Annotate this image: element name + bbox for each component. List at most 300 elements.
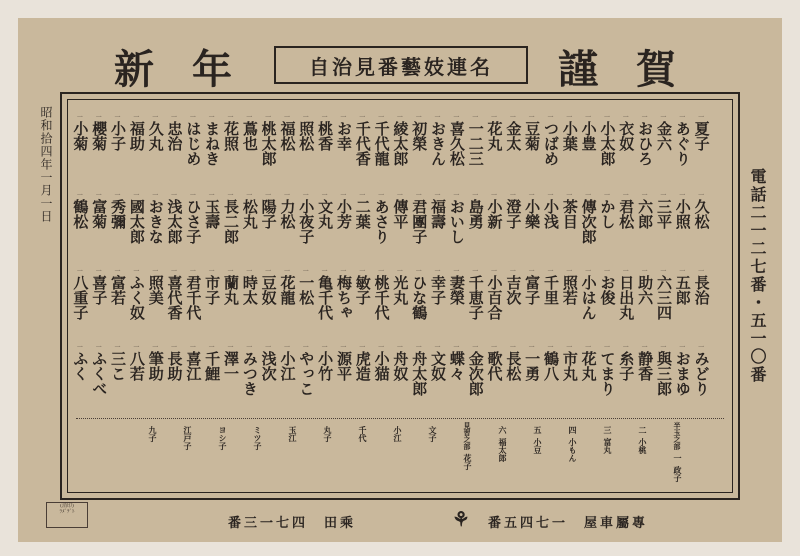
entry-number: 一 (340, 268, 347, 275)
entry-number: 一 (227, 268, 234, 275)
entry-number: 一 (566, 192, 573, 199)
entry-number: 一 (152, 268, 159, 275)
name-cell (597, 114, 616, 166)
geisha-name: 秀彌 (109, 199, 128, 229)
name-cell (259, 268, 278, 305)
geisha-name: 一二三 (466, 121, 485, 166)
geisha-name: みどり (692, 351, 711, 396)
geisha-name: 小江 (278, 351, 297, 381)
geisha-name: 二葉 (353, 199, 372, 229)
name-cell (560, 192, 579, 229)
geisha-name: 六三四 (654, 275, 673, 320)
name-cell (202, 114, 221, 166)
geisha-name: 國太郎 (127, 199, 146, 244)
apprentice-name: 小豆 (533, 438, 543, 454)
apprentice-column (533, 422, 547, 454)
name-cell (522, 344, 541, 381)
association-name: 自治見番藝妓連名 (274, 46, 528, 84)
name-cell (541, 344, 560, 381)
entry-number: 一 (698, 344, 705, 351)
apprentice-name: 四 (568, 426, 578, 434)
name-cell (503, 268, 522, 305)
name-cell (70, 192, 89, 229)
name-cell (447, 344, 466, 381)
entry-number: 一 (152, 114, 159, 121)
section-heading: 見習之部 (463, 422, 472, 450)
geisha-name: 長二郎 (222, 199, 240, 244)
name-cell (428, 192, 447, 229)
geisha-name: ひさ子 (184, 199, 203, 244)
geisha-name: 千里 (542, 275, 560, 305)
name-cell (127, 268, 146, 320)
name-cell (221, 114, 240, 151)
entry-number: 一 (472, 344, 479, 351)
name-cell (579, 192, 598, 244)
entry-number: 一 (95, 114, 102, 121)
name-list-inner (67, 99, 733, 493)
geisha-name: 三平 (654, 199, 673, 229)
entry-number: 一 (472, 192, 479, 199)
name-cell (353, 344, 372, 381)
apprentice-name: 小もん (568, 438, 578, 462)
entry-number: 一 (302, 344, 309, 351)
name-cell (692, 344, 711, 396)
entry-number: 一 (321, 114, 328, 121)
name-cell (259, 344, 278, 381)
name-cell (146, 114, 165, 151)
apprentice-name: 花子 (463, 454, 473, 470)
geisha-name: 蘭丸 (222, 275, 240, 305)
entry-number: 一 (378, 344, 385, 351)
apprentice-column (323, 422, 337, 442)
geisha-name: 君千代 (184, 275, 203, 320)
name-cell (635, 268, 654, 305)
geisha-name: 久松 (692, 199, 711, 229)
name-cell (372, 344, 391, 381)
name-cell (654, 344, 673, 396)
geisha-name: 糸子 (617, 351, 636, 381)
entry-number: 一 (641, 114, 648, 121)
name-cell (146, 192, 165, 244)
apprentice-name: 福太郎 (498, 438, 508, 462)
entry-number: 一 (509, 192, 516, 199)
name-cell (541, 192, 560, 229)
geisha-name: 敏子 (353, 275, 372, 305)
name-cell (334, 192, 353, 229)
geisha-name: 長治 (692, 275, 711, 305)
name-cell (240, 268, 259, 305)
apprentice-column (463, 422, 477, 470)
entry-number: 一 (547, 268, 554, 275)
name-cell (108, 344, 127, 381)
geisha-name: 與三郎 (654, 351, 673, 396)
entry-number: 一 (321, 192, 328, 199)
entry-number: 一 (396, 114, 403, 121)
name-cell (635, 114, 654, 166)
entry-number: 一 (133, 192, 140, 199)
entry-number: 一 (660, 114, 667, 121)
entry-number: 一 (171, 344, 178, 351)
entry-number: 一 (114, 344, 121, 351)
geisha-name: 傳平 (391, 199, 410, 229)
name-cell (522, 114, 541, 151)
footer-right: 番五四七一 屋車屬專 (488, 516, 649, 531)
title-right: 謹賀 (558, 46, 714, 93)
entry-number: 一 (434, 192, 441, 199)
geisha-name: 照美 (146, 275, 165, 305)
name-cell (89, 344, 108, 396)
geisha-name: 島勇 (466, 199, 485, 229)
name-cell (597, 344, 616, 396)
geisha-name: 長松 (504, 351, 523, 381)
geisha-name: 花丸 (485, 121, 504, 151)
geisha-name: 蔦也 (240, 121, 259, 151)
name-cell (560, 114, 579, 151)
entry-number: 一 (340, 344, 347, 351)
geisha-name: 千鯉 (203, 351, 222, 381)
entry-number: 一 (189, 114, 196, 121)
geisha-name: 夏子 (692, 121, 711, 151)
entry-number: 一 (246, 344, 253, 351)
entry-number: 一 (76, 344, 83, 351)
name-cell (428, 114, 447, 166)
apprentice-column (148, 422, 162, 442)
apprentice-column (638, 422, 652, 454)
name-cell (277, 114, 296, 151)
geisha-name: 忠治 (165, 121, 184, 151)
apprentice-name: 小江 (393, 426, 403, 442)
geisha-name: 小新 (485, 199, 504, 229)
geisha-name: 文奴 (429, 351, 448, 381)
entry-number: 一 (434, 114, 441, 121)
apprentice-name: ヨシ子 (218, 426, 228, 450)
name-cell (127, 192, 146, 244)
geisha-name: 源平 (334, 351, 353, 381)
entry-number: 一 (603, 268, 610, 275)
entry-number: 一 (528, 114, 535, 121)
geisha-name: 一勇 (523, 351, 542, 381)
name-cell (409, 344, 428, 396)
entry-number: 一 (114, 268, 121, 275)
entry-number: 一 (547, 192, 554, 199)
geisha-name: 蝶々 (447, 351, 466, 381)
phone-numbers: 電話二一二七番・五一〇番 (748, 168, 767, 384)
entry-number: 一 (378, 114, 385, 121)
name-cell (315, 114, 334, 151)
name-cell (597, 268, 616, 305)
entry-number: 一 (114, 114, 121, 121)
name-cell (560, 344, 579, 381)
entry-number: 一 (359, 344, 366, 351)
geisha-name: 初榮 (410, 121, 429, 151)
name-cell (390, 344, 409, 381)
geisha-name: ふく (71, 351, 90, 381)
name-cell (466, 344, 485, 396)
geisha-name: 妻榮 (447, 275, 466, 305)
geisha-name: お幸 (334, 121, 353, 151)
entry-number: 一 (491, 114, 498, 121)
name-cell (692, 192, 711, 229)
apprentice-name: 文子 (428, 426, 438, 442)
name-cell (277, 344, 296, 381)
name-cell (165, 192, 184, 244)
name-cell (108, 268, 127, 305)
name-cell (202, 344, 221, 381)
geisha-name: おまゆ (673, 351, 692, 396)
entry-number: 一 (528, 268, 535, 275)
geisha-name: ひな鶴 (410, 275, 429, 320)
name-cell (127, 114, 146, 151)
name-cell (503, 114, 522, 151)
entry-number: 一 (208, 344, 215, 351)
name-cell (466, 192, 485, 229)
geisha-name: 静香 (636, 351, 655, 381)
geisha-name: てまり (598, 351, 617, 396)
geisha-name: 浅次 (259, 351, 278, 381)
geisha-name: 八重子 (71, 275, 90, 320)
apprentice-column (288, 422, 302, 442)
geisha-name: 櫻菊 (90, 121, 109, 151)
name-cell (240, 114, 259, 151)
name-cell (692, 268, 711, 305)
name-cell (654, 268, 673, 320)
entry-number: 一 (227, 114, 234, 121)
name-cell (334, 114, 353, 151)
name-cell (353, 268, 372, 305)
seal-line-1: (消印) (60, 503, 74, 509)
entry-number: 一 (415, 192, 422, 199)
entry-number: 一 (603, 114, 610, 121)
entry-number: 一 (208, 192, 215, 199)
entry-number: 一 (246, 192, 253, 199)
name-cell (372, 192, 391, 244)
geisha-name: 小樂 (523, 199, 542, 229)
entry-number: 一 (189, 344, 196, 351)
geisha-name: 小菊 (71, 121, 90, 151)
name-cell (447, 114, 466, 166)
entry-number: 一 (547, 114, 554, 121)
name-cell (202, 268, 221, 305)
entry-number: 一 (528, 344, 535, 351)
name-cell (409, 192, 428, 244)
entry-number: 一 (265, 192, 272, 199)
geisha-name: 小豊 (579, 121, 598, 151)
geisha-name: 梅ちゃ (334, 275, 353, 320)
name-cell (146, 268, 165, 305)
geisha-name: 桃千代 (372, 275, 391, 320)
geisha-name: 千代香 (353, 121, 372, 166)
name-cell (635, 344, 654, 381)
geisha-name: 澤一 (222, 351, 240, 381)
geisha-name: 富子 (523, 275, 542, 305)
name-cell (541, 268, 560, 305)
geisha-name: あぐり (673, 121, 692, 166)
entry-number: 一 (133, 344, 140, 351)
entry-number: 一 (415, 268, 422, 275)
geisha-name: 久丸 (146, 121, 165, 151)
entry-number: 一 (283, 192, 290, 199)
apprentice-name: 六 (498, 426, 508, 434)
name-cell (221, 268, 240, 305)
geisha-name: 浅太郎 (165, 199, 184, 244)
geisha-name: 虎造 (353, 351, 372, 381)
entry-number: 一 (265, 344, 272, 351)
name-cell (390, 114, 409, 166)
entry-number: 一 (359, 268, 366, 275)
geisha-name: 喜代香 (165, 275, 184, 320)
geisha-name: 吉次 (504, 275, 523, 305)
name-cell (296, 344, 315, 396)
poster-sheet (18, 18, 782, 542)
name-cell (240, 192, 259, 229)
geisha-name: 福壽 (429, 199, 448, 229)
name-cell (70, 114, 89, 151)
geisha-name: 鶴八 (542, 351, 560, 381)
name-cell (409, 114, 428, 151)
apprentice-name: 二 (638, 426, 648, 434)
geisha-name: 小照 (673, 199, 692, 229)
geisha-name: 玉壽 (203, 199, 222, 229)
name-cell (466, 268, 485, 320)
geisha-name: 三こ (109, 351, 128, 381)
geisha-name: つばめ (542, 121, 560, 166)
entry-number: 一 (434, 268, 441, 275)
name-cell (146, 344, 165, 381)
name-cell (485, 192, 504, 229)
name-cell (277, 268, 296, 305)
geisha-name: 筆助 (146, 351, 165, 381)
postal-seal (46, 502, 88, 528)
name-cell (240, 344, 259, 396)
name-cell (673, 268, 692, 305)
geisha-name: ふく奴 (127, 275, 146, 320)
entry-number: 一 (547, 344, 554, 351)
geisha-name: 豆奴 (259, 275, 278, 305)
entry-number: 一 (585, 114, 592, 121)
entry-number: 一 (415, 114, 422, 121)
geisha-name: 茶目 (560, 199, 579, 229)
name-cell (296, 192, 315, 244)
title-left: 新年 (114, 46, 270, 93)
geisha-name: 君團子 (410, 199, 429, 244)
apprentice-name: 玉江 (288, 426, 298, 442)
name-cell (428, 268, 447, 305)
entry-number: 一 (171, 114, 178, 121)
name-cell (277, 192, 296, 229)
geisha-name: 澄子 (504, 199, 523, 229)
entry-number: 一 (152, 344, 159, 351)
name-cell (654, 114, 673, 151)
name-cell (334, 268, 353, 320)
geisha-name: 桃香 (316, 121, 335, 151)
name-cell (654, 192, 673, 229)
geisha-name: 助六 (636, 275, 655, 305)
entry-number: 一 (114, 192, 121, 199)
geisha-name: 光丸 (391, 275, 410, 305)
entry-number: 一 (76, 192, 83, 199)
apprentice-column (253, 422, 267, 450)
entry-number: 一 (679, 192, 686, 199)
entry-number: 一 (698, 268, 705, 275)
name-cell (183, 268, 202, 320)
entry-number: 一 (95, 344, 102, 351)
entry-number: 一 (302, 192, 309, 199)
name-cell (259, 114, 278, 166)
geisha-name: 幸子 (429, 275, 448, 305)
geisha-name: 小百合 (485, 275, 504, 320)
apprentice-column (498, 422, 512, 462)
entry-number: 一 (679, 268, 686, 275)
entry-number: 一 (603, 192, 610, 199)
name-cell (466, 114, 485, 166)
apprentice-column (673, 422, 687, 482)
entry-number: 一 (472, 268, 479, 275)
geisha-name: 力松 (278, 199, 297, 229)
footer-left: 番三一七四 田乘 (228, 516, 357, 531)
entry-number: 一 (340, 192, 347, 199)
entry-number: 一 (246, 114, 253, 121)
apprentice-column (358, 422, 372, 442)
entry-number: 一 (585, 268, 592, 275)
name-cell (183, 114, 202, 166)
section-heading: 半玉之部 (673, 422, 682, 450)
entry-number: 一 (340, 114, 347, 121)
entry-number: 一 (491, 344, 498, 351)
entry-number: 一 (152, 192, 159, 199)
geisha-name: 舟奴 (391, 351, 410, 381)
name-cell (390, 192, 409, 229)
entry-number: 一 (283, 268, 290, 275)
name-cell (70, 344, 89, 381)
entry-number: 一 (396, 192, 403, 199)
name-cell (560, 268, 579, 305)
apprentice-name: 一 (673, 454, 683, 462)
entry-number: 一 (95, 268, 102, 275)
entry-number: 一 (208, 114, 215, 121)
apprentice-column (183, 422, 197, 450)
geisha-name: 市子 (203, 275, 222, 305)
name-cell (485, 114, 504, 151)
name-cell (579, 344, 598, 381)
geisha-name: 小はん (579, 275, 598, 320)
name-cell (202, 192, 221, 229)
apprentice-column (568, 422, 582, 462)
name-cell (597, 192, 616, 229)
name-cell (635, 192, 654, 229)
entry-number: 一 (603, 344, 610, 351)
name-cell (503, 192, 522, 229)
entry-number: 一 (378, 192, 385, 199)
entry-number: 一 (133, 268, 140, 275)
name-cell (165, 268, 184, 320)
geisha-name: 花丸 (579, 351, 598, 381)
entry-number: 一 (622, 268, 629, 275)
geisha-name: やっこ (297, 351, 316, 396)
entry-number: 一 (585, 344, 592, 351)
name-cell (221, 192, 240, 244)
geisha-name: 花照 (222, 121, 240, 151)
entry-number: 一 (472, 114, 479, 121)
name-cell (296, 114, 315, 151)
name-cell (616, 114, 635, 151)
entry-number: 一 (660, 268, 667, 275)
entry-number: 一 (415, 344, 422, 351)
geisha-name: 小芳 (334, 199, 353, 229)
apprentice-name: 江戸子 (183, 426, 193, 450)
name-cell (579, 268, 598, 320)
entry-number: 一 (566, 114, 573, 121)
name-cell (616, 192, 635, 229)
